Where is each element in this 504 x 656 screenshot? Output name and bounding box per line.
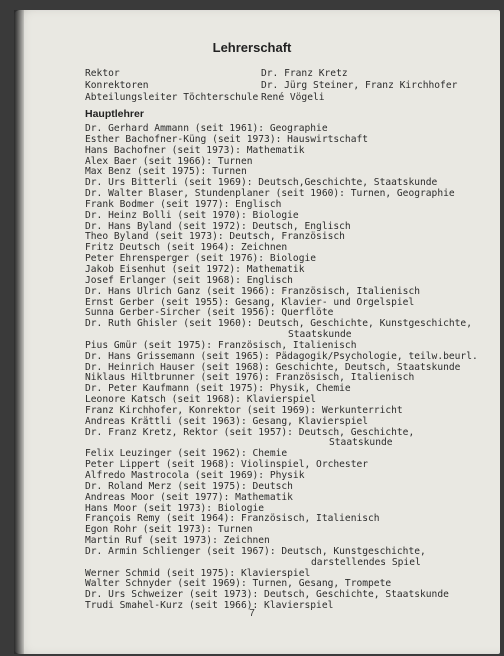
teacher-entry: Esther Bachofner-Küng (seit 1973): Hauswirtschaft [85,133,369,145]
teacher-entry: François Remy (seit 1964): Französisch, Italienisch [85,513,380,525]
teacher-entry: Theo Byland (seit 1973): Deutsch, Französisch [85,231,345,243]
teacher-entry-continuation: darstellendes Spiel [311,556,421,568]
book-binding [14,10,24,654]
teacher-entry: Niklaus Hiltbrunner (seit 1976): Französisch, Italienisch [85,372,415,384]
teacher-entry: Fritz Deutsch (seit 1964): Zeichnen [85,242,288,254]
teacher-entry: Dr. Franz Kretz, Rektor (seit 1957): Deutsch, Geschichte, [85,426,415,438]
teacher-entry: Martin Ruf (seit 1973): Zeichnen [85,535,270,547]
leadership-name: Dr. Franz Kretz [261,68,348,79]
teacher-entry: Franz Kirchhofer, Konrektor (seit 1969): Werkunterricht [85,404,403,416]
teacher-entry: Alfredo Mastrocola (seit 1969): Physik [85,470,305,481]
teacher-entry: Frank Bodmer (seit 1977): Englisch [85,198,282,210]
teacher-entry: Andreas Moor (seit 1977): Mathematik [85,491,293,503]
teacher-entry: Trudi Smahel-Kurz (seit 1966): Klavierspiel [85,600,334,612]
teacher-entry: Dr. Hans Ulrich Ganz (seit 1966): Französisch, Italienisch [85,285,421,297]
teacher-entry: Ernst Gerber (seit 1955): Gesang, Klavier- und Orgelspiel [85,296,415,308]
teacher-entry: Andreas Krättli (seit 1963): Gesang, Klavierspiel [85,415,369,427]
teacher-entry: Dr. Ruth Ghisler (seit 1960): Deutsch, Geschichte, Kunstgeschichte, [85,318,472,330]
page-title: Lehrerschaft [212,40,292,55]
leadership-role: Abteilungsleiter Töchterschule [85,91,259,103]
teacher-entry: Max Benz (seit 1975): Turnen [85,166,247,178]
teacher-entry: Peter Lippert (seit 1968): Violinspiel, Orchester [85,459,369,471]
teacher-entry: Dr. Hans Byland (seit 1972): Deutsch, Englisch [85,220,351,232]
leadership-row [85,68,485,80]
teacher-list [85,124,485,612]
teacher-entry: Dr. Gerhard Ammann (seit 1961): Geographie [85,123,328,134]
teacher-entry: Dr. Armin Schlienger (seit 1967): Deutsch, Kunstgeschichte, [85,545,426,557]
teacher-entry: Walter Schnyder (seit 1969): Turnen, Gesang, Trompete [85,578,392,590]
leadership-row [85,92,485,104]
teacher-entry: Felix Leuzinger (seit 1962): Chemie [85,448,288,460]
teacher-entry: Dr. Roland Merz (seit 1975): Deutsch [85,480,293,492]
teacher-entry-continuation: Staatskunde [329,437,393,449]
teacher-entry: Dr. Peter Kaufmann (seit 1975): Physik, Chemie [85,383,351,395]
teacher-entry: Leonore Katsch (seit 1968): Klavierspiel [85,394,317,406]
teacher-entry: Hans Moor (seit 1973): Biologie [85,502,265,514]
teacher-entry: Sunna Gerber-Sircher (seit 1956): Querflöte [85,307,334,319]
leadership-role: Rektor [85,68,120,79]
teacher-entry: Dr. Hans Grissemann (seit 1965): Pädagogik/Psychologie, teilw.beurl. [85,350,478,362]
section-heading: Hauptlehrer [85,108,144,120]
teacher-entry-continuation: Staatskunde [288,329,352,341]
teacher-entry: Egon Rohr (seit 1973): Turnen [85,524,253,536]
teacher-entry: Jakob Eisenhut (seit 1972): Mathematik [85,263,305,275]
teacher-entry: Hans Bachofner (seit 1973): Mathematik [85,144,305,156]
teacher-entry: Dr. Heinrich Hauser (seit 1968): Geschichte, Deutsch, Staatskunde [85,361,461,373]
leadership-name: René Vögeli [261,91,325,103]
teacher-entry: Dr. Urs Bitterli (seit 1969): Deutsch,Geschichte, Staatskunde [85,177,438,189]
teacher-entry: Alex Baer (seit 1966): Turnen [85,155,253,167]
teacher-entry: Josef Erlanger (seit 1968): Englisch [85,274,293,286]
leadership-name: Dr. Jürg Steiner, Franz Kirchhofer [261,79,458,91]
leadership-row [85,80,485,92]
teacher-entry: Dr. Urs Schweizer (seit 1973): Deutsch, Geschichte, Staatskunde [85,589,449,601]
teacher-entry: Dr. Heinz Bolli (seit 1970): Biologie [85,209,299,221]
teacher-entry: Werner Schmid (seit 1975): Klavierspiel [85,567,311,579]
page-number: 7 [249,608,255,619]
school-leadership-list [85,68,485,103]
teacher-entry: Dr. Walter Blaser, Stundenplaner (seit 1960): Turnen, Geographie [85,188,455,200]
leadership-role: Konrektoren [85,79,149,91]
teacher-entry: Peter Ehrensperger (seit 1976): Biologie [85,253,317,265]
teacher-entry: Pius Gmür (seit 1975): Französisch, Italienisch [85,339,357,351]
